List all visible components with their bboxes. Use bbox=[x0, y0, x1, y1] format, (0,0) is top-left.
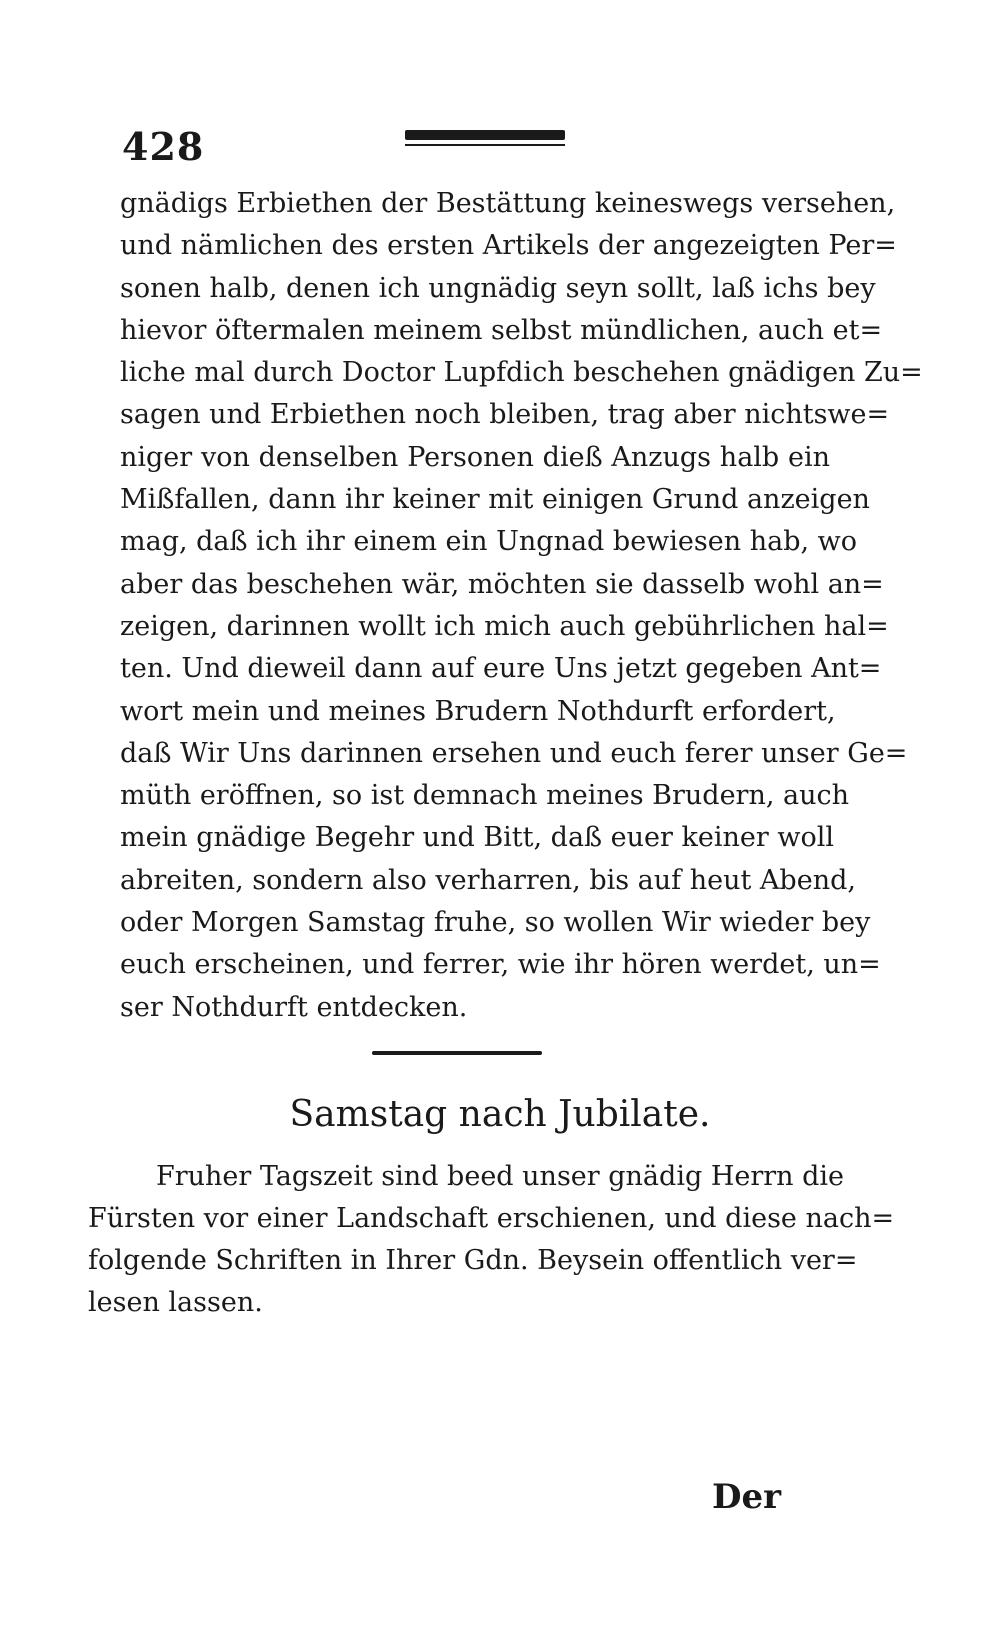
text-line: ten. Und dieweil dann auf eure Uns jetzt gegeben Ant= bbox=[120, 653, 882, 685]
text-line: ser Nothdurft entdecken. bbox=[120, 991, 468, 1023]
text-line: mein gnädige Begehr und Bitt, daß euer keiner woll bbox=[120, 822, 834, 854]
catchword: Der bbox=[712, 1477, 782, 1517]
text-line: gnädigs Erbiethen der Bestättung keineswegs versehen, bbox=[120, 188, 896, 219]
header-rule-thick bbox=[405, 130, 565, 140]
header-rule bbox=[405, 130, 565, 146]
text-line: abreiten, sondern also verharren, bis auf heut Abend, bbox=[120, 864, 856, 896]
text-line: aber das beschehen wär, möchten sie dasselb wohl an= bbox=[120, 568, 884, 600]
text-line: und nämlichen des ersten Artikels der angezeigten Per= bbox=[120, 230, 897, 262]
text-line: wort mein und meines Brudern Nothdurft erfordert, bbox=[120, 695, 836, 727]
text-line: hievor öftermalen meinem selbst mündlichen, auch et= bbox=[120, 314, 883, 346]
section-divider bbox=[372, 1051, 542, 1055]
text-line: zeigen, darinnen wollt ich mich auch gebührlichen hal= bbox=[120, 610, 889, 642]
text-line: mag, daß ich ihr einem ein Ungnad bewiesen hab, wo bbox=[120, 526, 858, 558]
text-line: Fürsten vor einer Landschaft erschienen, und diese nach= bbox=[88, 1203, 895, 1234]
text-line: daß Wir Uns darinnen ersehen und euch ferer unser Ge= bbox=[120, 737, 908, 769]
text-line: Mißfallen, dann ihr keiner mit einigen Grund anzeigen bbox=[120, 484, 870, 516]
text-line: niger von denselben Personen dieß Anzugs halb ein bbox=[120, 441, 830, 473]
page-number: 428 bbox=[122, 124, 205, 169]
section-heading: Samstag nach Jubilate. bbox=[289, 1094, 711, 1135]
body-text bbox=[120, 183, 923, 1029]
text-line: sagen und Erbiethen noch bleiben, trag aber nichtswe= bbox=[120, 399, 890, 431]
header-rule-thin bbox=[405, 144, 565, 146]
text-line: folgende Schriften in Ihrer Gdn. Beysein offentlich ver= bbox=[88, 1245, 858, 1276]
text-line: sonen halb, denen ich ungnädig seyn sollt, laß ichs bey bbox=[120, 272, 876, 304]
text-line: oder Morgen Samstag fruhe, so wollen Wir wieder bey bbox=[120, 907, 871, 939]
text-line: liche mal durch Doctor Lupfdich beschehen gnädigen Zu= bbox=[120, 357, 923, 389]
text-line: euch erscheinen, und ferrer, wie ihr hören werdet, un= bbox=[120, 949, 881, 981]
text-line: Fruher Tagszeit sind beed unser gnädig Herrn die bbox=[156, 1161, 845, 1192]
text-line: lesen lassen. bbox=[88, 1287, 263, 1318]
text-line: müth eröffnen, so ist demnach meines Brudern, auch bbox=[120, 780, 849, 812]
section-text bbox=[88, 1156, 895, 1324]
